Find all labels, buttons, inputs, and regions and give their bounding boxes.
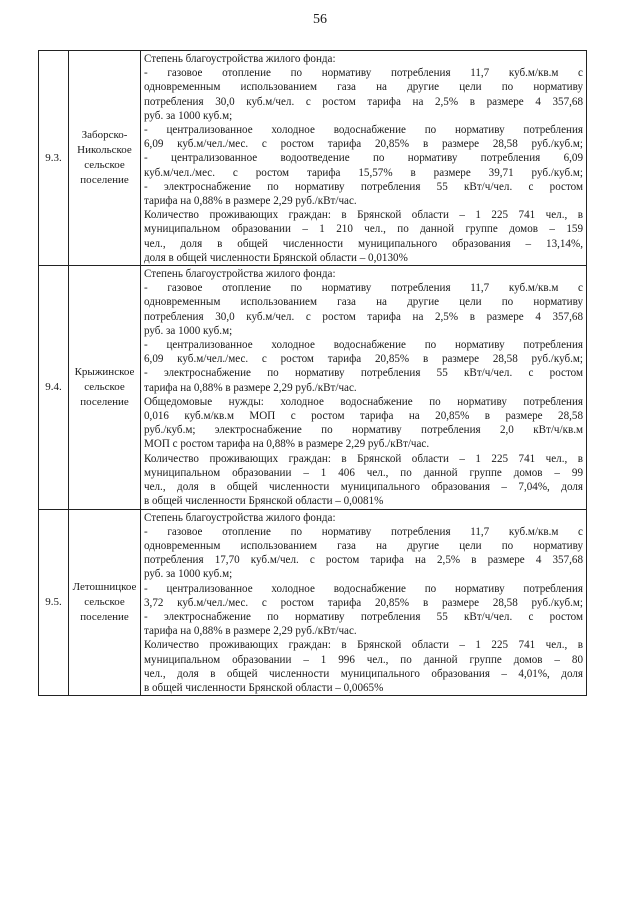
description-line: Количество проживающих граждан: в Брянской области – 1 225 741 чел., в: [144, 639, 583, 652]
settlements-table: [38, 50, 587, 696]
description-line: одновременным использованием газа на другие цели по нормативу: [144, 296, 583, 309]
settlement-name-line: Летошницкое: [72, 580, 137, 593]
description-line: 0,016 куб.м/кв.м МОП с ростом тарифа на 20,85% в размере 28,58: [144, 410, 583, 423]
description-line: потребления 30,0 куб.м/чел. с ростом тарифа на 2,5% в размере 4 357,68: [144, 95, 583, 108]
description-line: Количество проживающих граждан: в Брянской области – 1 225 741 чел., в: [144, 452, 583, 465]
description-line: тарифа на 0,88% в размере 2,29 руб./кВт/час.: [144, 381, 357, 394]
description-line: 6,09 куб.м/чел./мес. с ростом тарифа 20,85% в размере 28,58 руб./куб.м;: [144, 353, 583, 366]
settlement-name-line: поселение: [80, 174, 129, 187]
description-line: муниципальном образовании – 1 406 чел., по данной группе домов – 99: [144, 466, 583, 479]
description-line: - централизованное водоотведение по нормативу потребления 6,09: [144, 152, 583, 165]
description-line: потребления 17,70 куб.м/чел. с ростом тарифа на 2,5% в размере 4 357,68: [144, 554, 583, 567]
description-line: куб.м/чел./мес. с ростом тарифа 15,57% в размере 39,71 руб./куб.м;: [144, 166, 583, 179]
settlement-name: [69, 509, 141, 696]
table-body: [39, 51, 587, 696]
settlement-name: [69, 51, 141, 266]
page-number: 56: [313, 12, 327, 27]
description-line: - электроснабжение по нормативу потребления 55 кВт/ч/чел. с ростом: [144, 367, 583, 380]
description-line: - электроснабжение по нормативу потребления 55 кВт/ч/чел. с ростом: [144, 180, 583, 193]
settlement-name-line: Никольское: [77, 144, 132, 157]
settlement-description: [141, 266, 587, 509]
table-row: [39, 51, 587, 266]
settlement-name-line: Заборско-: [81, 129, 128, 142]
description-line: МОП с ростом тарифа на 0,88% в размере 2,29 руб./кВт/час.: [144, 438, 430, 451]
settlement-name-line: сельское: [84, 159, 125, 172]
settlement-name-line: сельское: [84, 380, 125, 393]
settlement-name: [69, 266, 141, 509]
description-line: муниципальном образовании – 1 210 чел., по данной группе домов – 159: [144, 223, 583, 236]
description-line: тарифа на 0,88% в размере 2,29 руб./кВт/час.: [144, 625, 357, 638]
description-line: руб. за 1000 куб.м;: [144, 324, 233, 337]
table-row: [39, 509, 587, 696]
row-number: 9.5.: [39, 509, 69, 696]
description-line: муниципальном образовании – 1 996 чел., по данной группе домов – 80: [144, 653, 583, 666]
description-line: - централизованное холодное водоснабжение по нормативу потребления: [144, 582, 583, 595]
description-line: чел., доля в общей численности муниципального образования – 7,04%, доля: [144, 481, 583, 494]
settlement-name-line: Крыжинское: [74, 365, 135, 378]
description-line: в общей численности Брянской области – 0,0081%: [144, 495, 384, 508]
description-line: тарифа на 0,88% в размере 2,29 руб./кВт/час.: [144, 195, 357, 208]
row-number: 9.3.: [39, 51, 69, 266]
settlement-description: [141, 509, 587, 696]
description-line: Степень благоустройства жилого фонда:: [144, 53, 336, 65]
description-line: Степень благоустройства жилого фонда:: [144, 268, 336, 281]
description-line: - газовое отопление по нормативу потребления 11,7 куб.м/кв.м с: [144, 525, 583, 538]
description-line: - газовое отопление по нормативу потребления 11,7 куб.м/кв.м с: [144, 282, 583, 295]
description-line: 3,72 куб.м/чел./мес. с ростом тарифа 20,85% в размере 28,58 руб./куб.м;: [144, 596, 583, 609]
description-line: - газовое отопление по нормативу потребления 11,7 куб.м/кв.м с: [144, 67, 583, 80]
description-line: - централизованное холодное водоснабжение по нормативу потребления: [144, 339, 583, 352]
settlement-name-line: сельское: [84, 595, 125, 608]
description-line: одновременным использованием газа на другие цели по нормативу: [144, 539, 583, 552]
settlement-description: [141, 51, 587, 266]
row-number: 9.4.: [39, 266, 69, 509]
description-line: руб. за 1000 куб.м;: [144, 109, 233, 122]
description-line: Степень благоустройства жилого фонда:: [144, 511, 336, 524]
description-line: Количество проживающих граждан: в Брянской области – 1 225 741 чел., в: [144, 209, 583, 222]
description-line: 6,09 куб.м/чел./мес. с ростом тарифа 20,85% в размере 28,58 руб./куб.м;: [144, 138, 583, 151]
table-row: [39, 266, 587, 509]
settlement-name-line: поселение: [80, 610, 129, 623]
description-line: - электроснабжение по нормативу потребления 55 кВт/ч/чел. с ростом: [144, 610, 583, 623]
description-line: одновременным использованием газа на другие цели по нормативу: [144, 81, 583, 94]
description-line: Общедомовые нужды: холодное водоснабжение по нормативу потребления: [144, 395, 583, 408]
description-line: руб. за 1000 куб.м;: [144, 568, 233, 581]
description-line: руб./куб.м; электроснабжение по нормативу потребления 2,0 кВт/ч/кв.м: [144, 424, 583, 437]
description-line: доля в общей численности Брянской области – 0,0130%: [144, 251, 408, 264]
description-line: чел., доля в общей численности муниципального образования – 4,01%, доля: [144, 667, 583, 680]
settlement-name-line: поселение: [80, 395, 129, 408]
description-line: - централизованное холодное водоснабжение по нормативу потребления: [144, 124, 583, 137]
description-line: чел., доля в общей численности муниципального образования – 13,14%,: [144, 237, 583, 250]
description-line: в общей численности Брянской области – 0,0065%: [144, 681, 384, 694]
description-line: потребления 30,0 куб.м/чел. с ростом тарифа на 2,5% в размере 4 357,68: [144, 310, 583, 323]
